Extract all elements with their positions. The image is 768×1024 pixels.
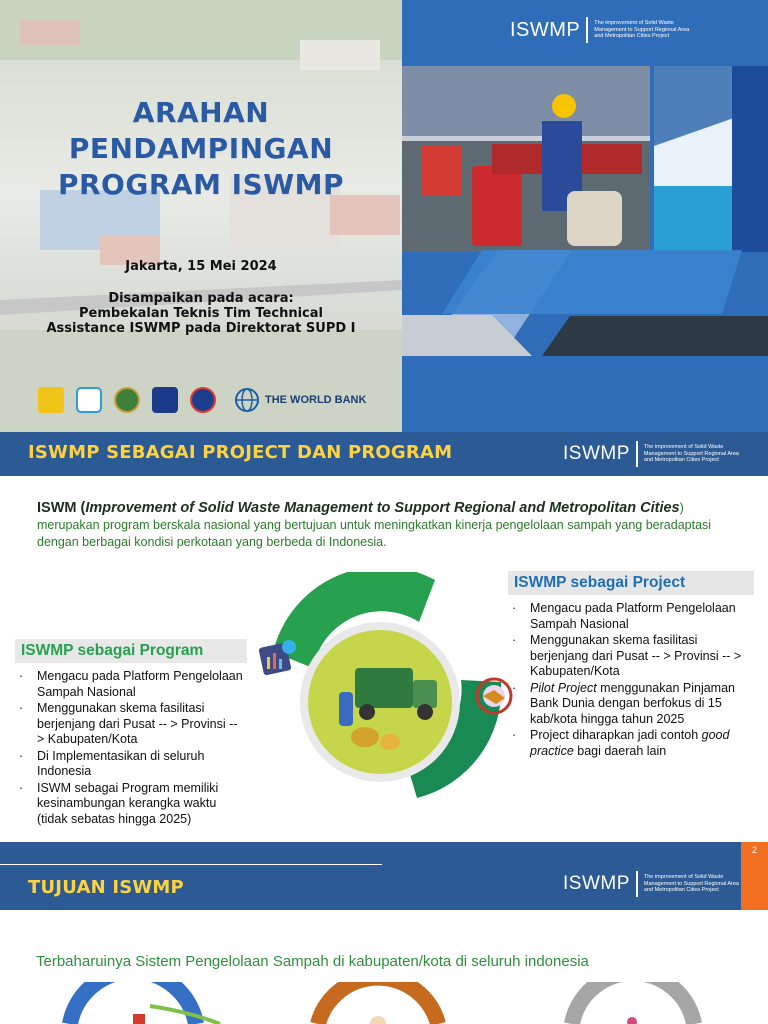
pupr-logo	[38, 387, 64, 413]
intro-italic: Improvement of Solid Waste Management to Support Regional and Metropolitan Cities	[85, 500, 680, 516]
world-bank-label: THE WORLD BANK	[265, 394, 367, 406]
program-panel-title: ISWMP sebagai Program	[15, 639, 247, 663]
slide-title: ISWMP SEBAGAI PROJECT DAN PROGRAM	[28, 442, 453, 463]
slide-subtitle: Terbaharuinya Sistem Pengelolaan Sampah di kabupaten/kota di seluruh indonesia	[36, 953, 589, 970]
decorative-stripes	[402, 250, 768, 432]
intro-paragraph	[37, 500, 737, 551]
iswmp-brand	[563, 441, 744, 467]
world-bank-logo	[234, 387, 366, 413]
list-item: · Mengacu pada Platform Pengelolaan Sampah Nasional	[508, 601, 754, 632]
item-text: menggunakan Pinjaman Bank Dunia dengan berfokus di 15 kab/kota hingga tahun 2025	[530, 680, 735, 726]
title-line-3: PROGRAM ISWMP	[57, 168, 345, 201]
globe-icon	[234, 387, 260, 413]
title-slide	[0, 0, 768, 432]
slide-title: TUJUAN ISWMP	[28, 877, 184, 898]
event-line-1: Disampaikan pada acara:	[108, 291, 294, 306]
project-list	[508, 601, 754, 759]
right-panel	[402, 0, 768, 432]
presentation-title	[20, 95, 382, 203]
event-line-3: Assistance ISWMP pada Direktorat SUPD I	[46, 321, 356, 336]
title-line-2: PENDAMPINGAN	[68, 132, 334, 165]
list-item: · Menggunakan skema fasilitasi berjenjang dari Pusat -- > Provinsi -- > Kabupaten/Kota	[508, 633, 754, 680]
event-line-2: Pembekalan Teknis Tim Technical	[79, 306, 323, 321]
slide-header	[0, 842, 768, 910]
presentation-date: Jakarta, 15 Mei 2024	[125, 259, 277, 274]
photo-overlay	[0, 0, 402, 432]
goal-circles	[0, 982, 768, 1024]
slide-header	[0, 432, 768, 476]
intro-rest: ) merupakan program berskala nasional yang bertujuan untuk meningkatkan kinerja pengelolaan sampah yang beradaptasi dengan berbagai kondisi perkotaan yang berbeda di Indonesia.	[37, 501, 712, 549]
chart-report-icon	[259, 639, 297, 677]
project-panel-title: ISWMP sebagai Project	[508, 571, 754, 595]
list-item: · Di Implementasikan di seluruh Indonesia	[15, 749, 247, 780]
slide-project-program	[0, 432, 768, 842]
good-practice-term: good practice	[530, 728, 730, 758]
klhk-logo	[114, 387, 140, 413]
pilot-project-term: Pilot Project	[530, 680, 597, 695]
brand-tagline: The improvement of Solid Waste Management to Support Regional Area and Metropolitan Cities Project	[643, 444, 739, 464]
brand-divider	[586, 17, 588, 43]
partner-logos	[38, 384, 366, 416]
page-number: 2	[751, 845, 757, 855]
brand-tagline: The improvement of Solid Waste Management to Support Regional Area and Metropolitan Cities Project	[594, 20, 690, 40]
intro-lead: ISWM (	[37, 500, 86, 516]
project-panel	[508, 571, 754, 760]
iswmp-brand	[510, 17, 694, 43]
event-description	[20, 291, 382, 336]
brand-name: ISWMP	[563, 443, 630, 464]
kemendagri-logo	[152, 387, 178, 413]
brand-divider	[636, 441, 638, 467]
brand-tagline: The improvement of Solid Waste Management to Support Regional Area and Metropolitan Cities Project	[643, 874, 739, 894]
item-text: Project diharapkan jadi contoh	[530, 728, 702, 742]
slide-tujuan	[0, 842, 768, 1024]
list-item: · Menggunakan skema fasilitasi berjenjang dari Pusat -- > Provinsi -- > Kabupaten/Kota	[15, 701, 247, 748]
waste-workers-photo	[402, 66, 768, 256]
page-number-tab	[741, 842, 768, 910]
iswmp-brand	[563, 871, 744, 897]
kemenkeu-logo	[190, 387, 216, 413]
bappenas-logo	[76, 387, 102, 413]
program-panel	[15, 639, 247, 828]
list-item	[508, 681, 754, 728]
aerial-city-photo	[0, 0, 402, 432]
list-item: · ISWM sebagai Program memiliki kesinambungan kerangka waktu (tidak sebatas hingga 2025)	[15, 781, 247, 828]
item-text: bagi daerah lain	[573, 743, 667, 758]
brand-name: ISWMP	[563, 873, 630, 894]
list-item: · Mengacu pada Platform Pengelolaan Sampah Nasional	[15, 669, 247, 700]
header-rule	[0, 864, 382, 865]
brand-divider	[636, 871, 638, 897]
center-graphic	[255, 572, 505, 804]
program-list	[15, 669, 247, 827]
list-item	[508, 728, 754, 759]
title-line-1: ARAHAN	[132, 96, 270, 129]
brand-name: ISWMP	[510, 18, 581, 41]
